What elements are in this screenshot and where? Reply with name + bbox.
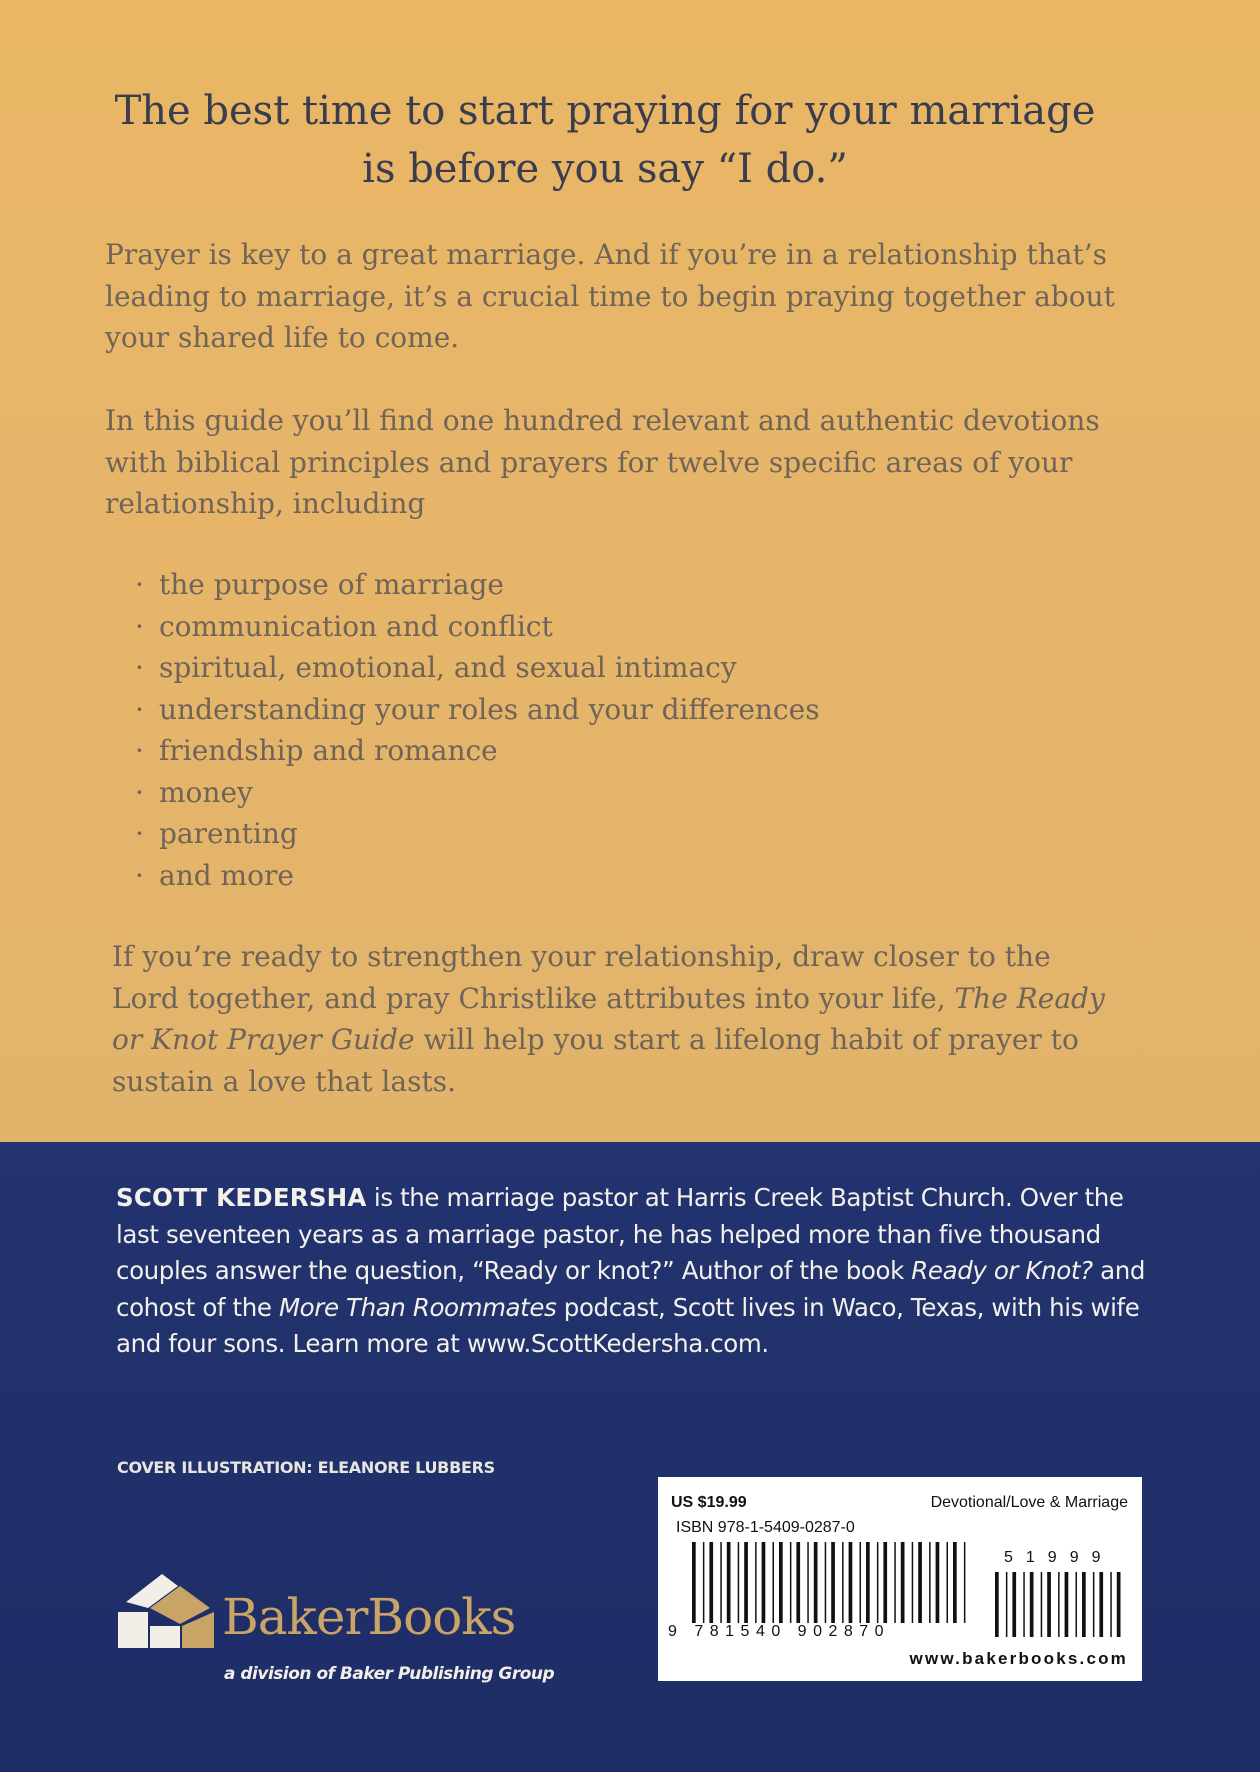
guide-paragraph: In this guide you’ll find one hundred relevant and authentic devotions with biblical principles and prayers for twelve specific areas of your relationship, including [105,404,1100,520]
list-item: · and more [135,855,820,897]
price-addon-digits: 51999 [1004,1549,1114,1566]
list-item: · understanding your roles and your differences [135,689,820,731]
list-item: · the purpose of marriage [135,564,820,606]
barcode-digits: 9 781540 902870 [668,1623,891,1640]
bullet-marker: · [135,775,144,809]
podcast-reference: More Than Roommates [278,1292,557,1322]
bullet-marker: · [135,609,144,643]
book-title: The Ready or Knot Prayer Guide [112,981,1105,1056]
list-item: · parenting [135,813,820,855]
bullet-marker: · [135,858,144,892]
author-bio: SCOTT KEDERSHA is the marriage pastor at Harris Creek Baptist Church. Over the last seventeen years as a marriage pastor, he has helped more than five thousand couples answer the question, “Ready or knot?” Author of the book Ready or Knot? and cohost of the More Than Roommates podcast, Scott lives in Waco, Texas, with his wife and four sons. Learn more at www.ScottKedersha.com. [116,1183,1145,1359]
category-label: Devotional/Love & Marriage [930,1494,1128,1511]
closing-paragraph: If you’re ready to strengthen your relationship, draw closer to the Lord together, and pray Christlike attributes into your life, The Ready or Knot Prayer Guide will help you start a lifelong habit of prayer to sustain a love that lasts. [112,940,1105,1098]
bullet-marker: · [135,734,144,767]
topic-list [135,564,820,896]
isbn-label: ISBN 978-1-5409-0287-0 [676,1519,855,1536]
headline-line-2: is before you say “I do.” [362,146,848,192]
cover-credit: COVER ILLUSTRATION: ELEANORE LUBBERS [117,1458,495,1477]
book-reference: Ready or Knot? [911,1256,1093,1286]
bullet-marker: · [135,817,144,850]
bullet-marker: · [135,692,144,726]
list-item: · communication and conflict [135,606,820,648]
intro-paragraph: Prayer is key to a great marriage. And if you’re in a relationship that’s leading to marriage, it’s a crucial time to begin praying together about your shared life to come. [105,238,1115,354]
headline [60,82,1150,198]
barcode-panel [658,1477,1142,1681]
bullet-marker: · [135,568,144,601]
list-item: · money [135,772,820,814]
author-name: SCOTT KEDERSHA [116,1183,367,1212]
publisher-subtitle: a division of Baker Publishing Group [224,1664,555,1684]
list-item: · spiritual, emotional, and sexual intimacy [135,647,820,689]
bakerbooks-logo-icon [118,1568,218,1650]
headline-line-1: The best time to start praying for your marriage [114,88,1096,134]
bullet-marker: · [135,651,144,684]
price-label: US $19.99 [671,1494,747,1511]
publisher-url: www.bakerbooks.com [909,1649,1128,1668]
list-item: · friendship and romance [135,730,820,772]
publisher-logo-text: BakerBooks [222,1588,516,1646]
